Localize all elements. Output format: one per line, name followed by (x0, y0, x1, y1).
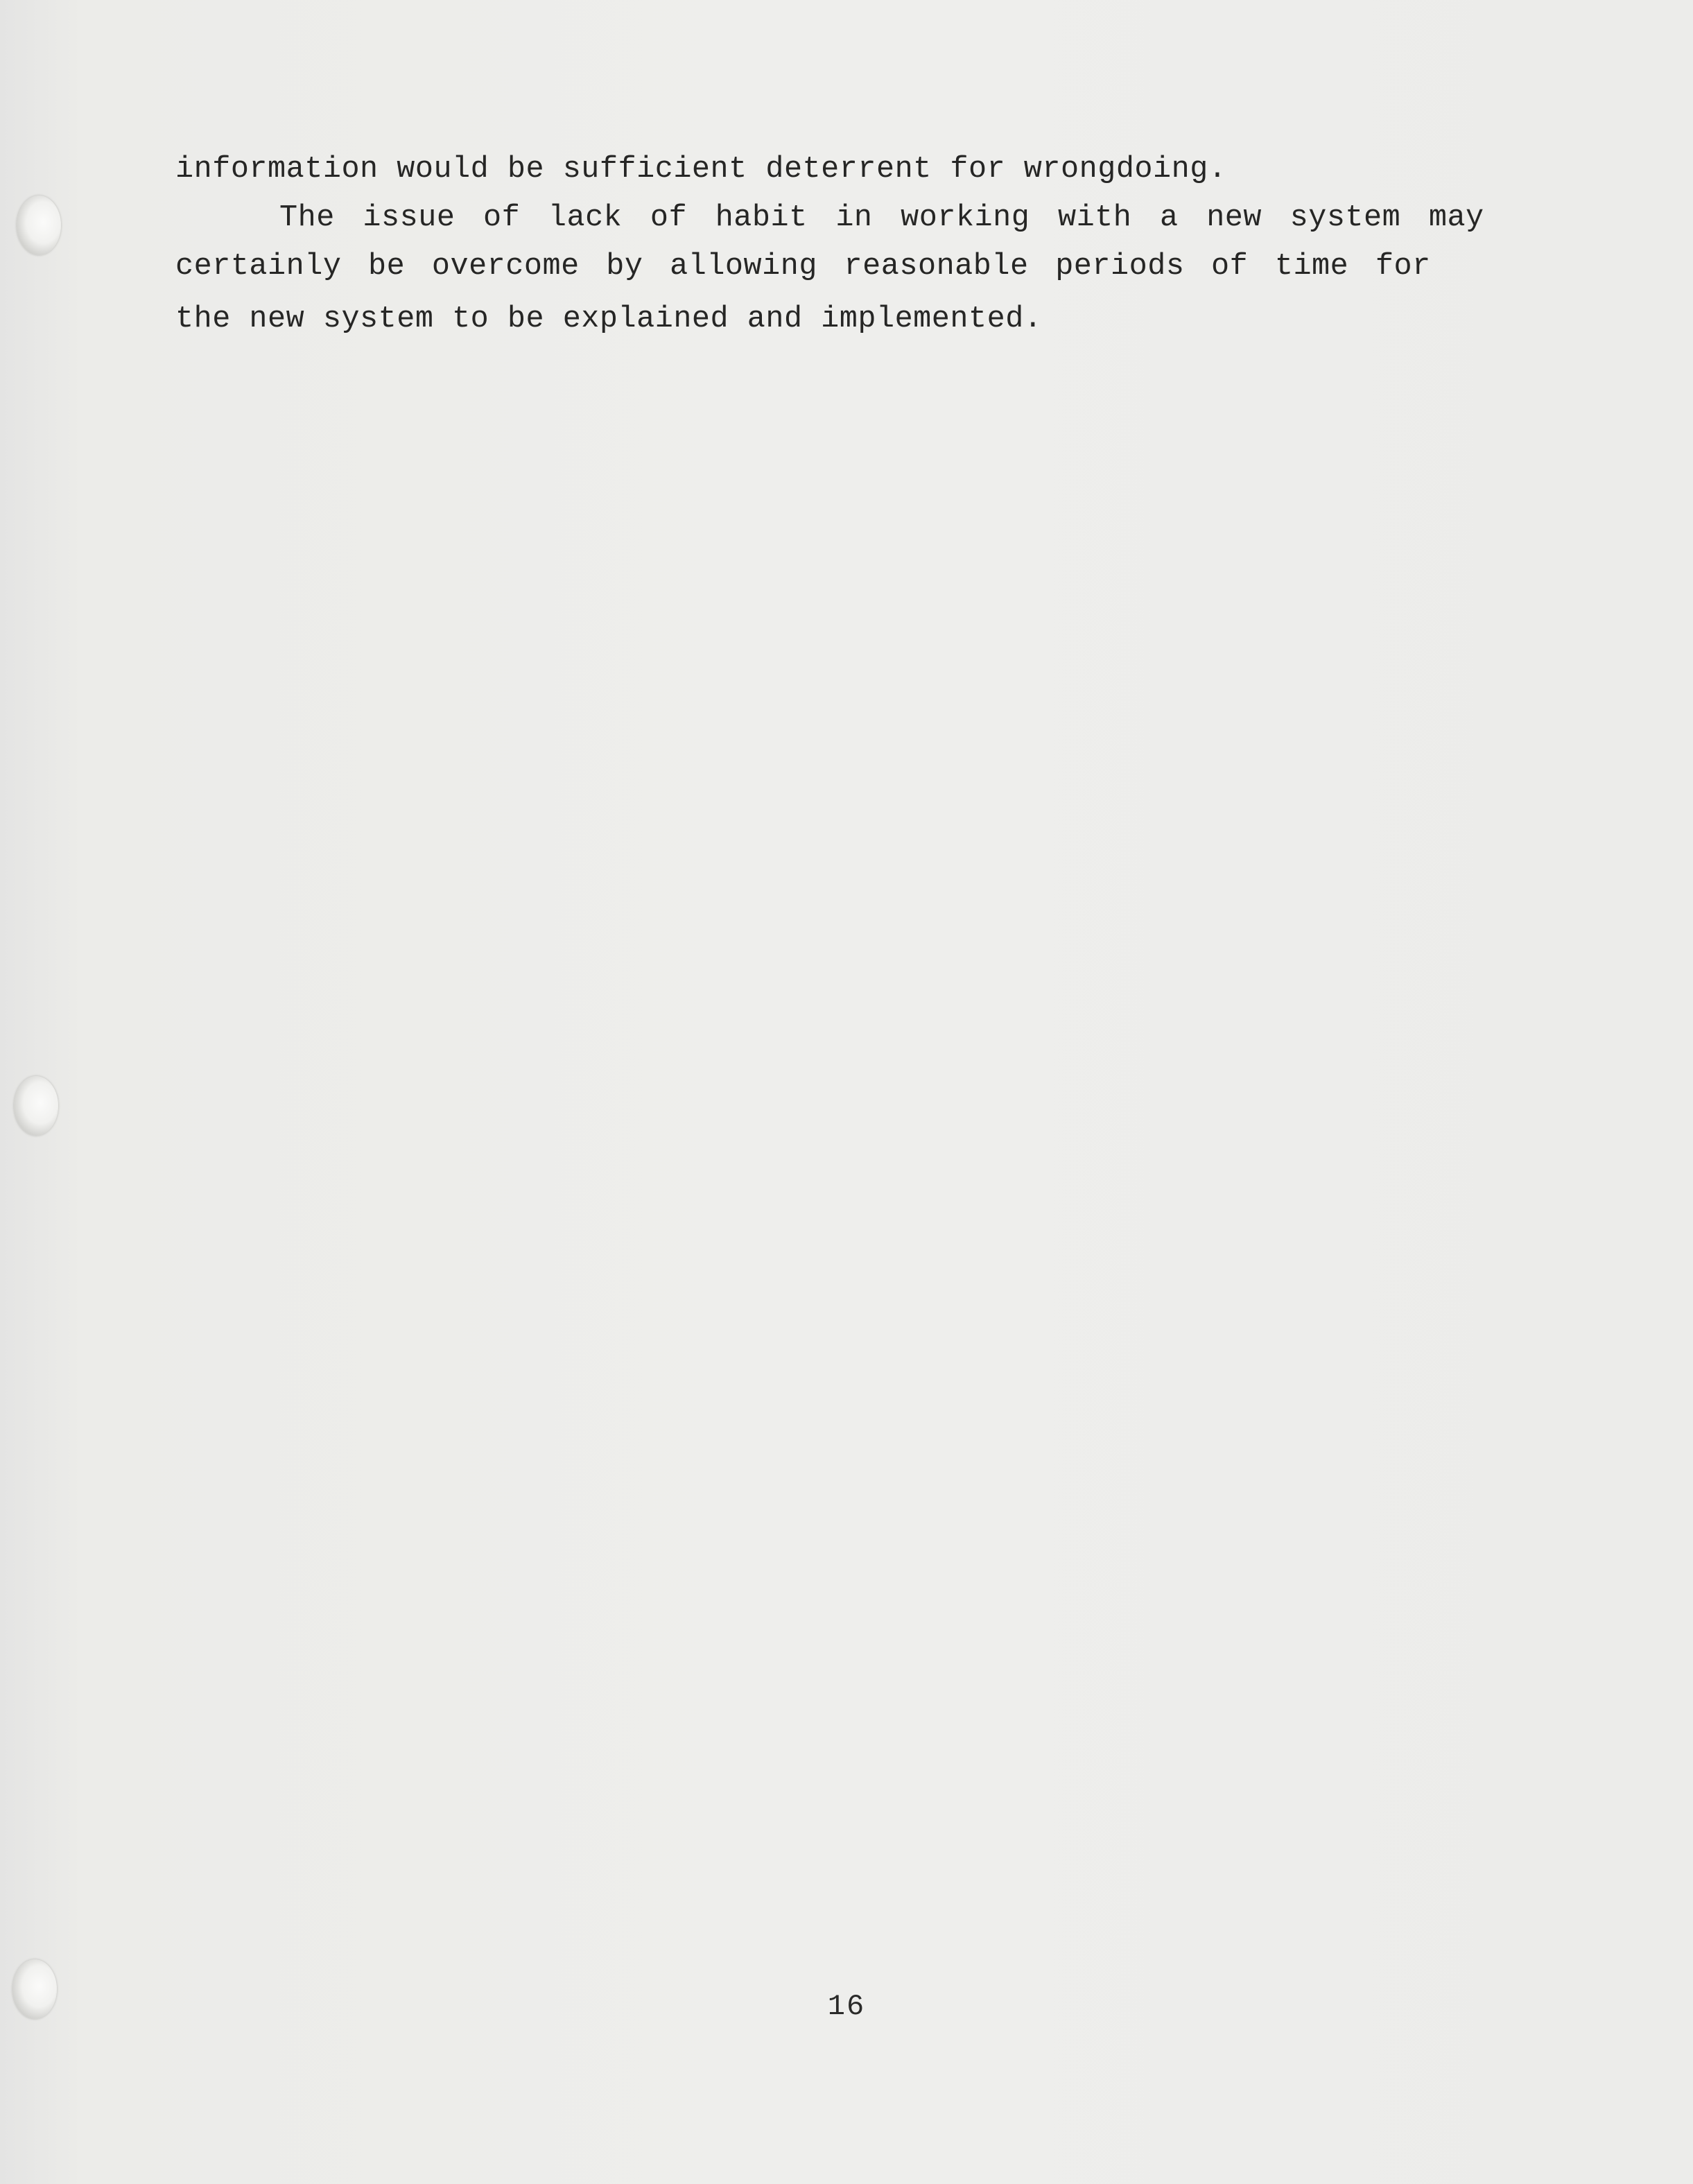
body-text-line: certainly be overcome by allowing reasonable periods of time for (175, 250, 1431, 284)
page-number: 16 (827, 1990, 866, 2023)
binder-hole-middle (14, 1076, 58, 1136)
binder-hole-top (17, 196, 61, 255)
body-text-line: the new system to be explained and implemented. (175, 302, 1043, 336)
body-text-line: The issue of lack of habit in working with a new system may (279, 201, 1484, 235)
body-text-line: information would be sufficient deterrent for wrongdoing. (175, 153, 1227, 187)
